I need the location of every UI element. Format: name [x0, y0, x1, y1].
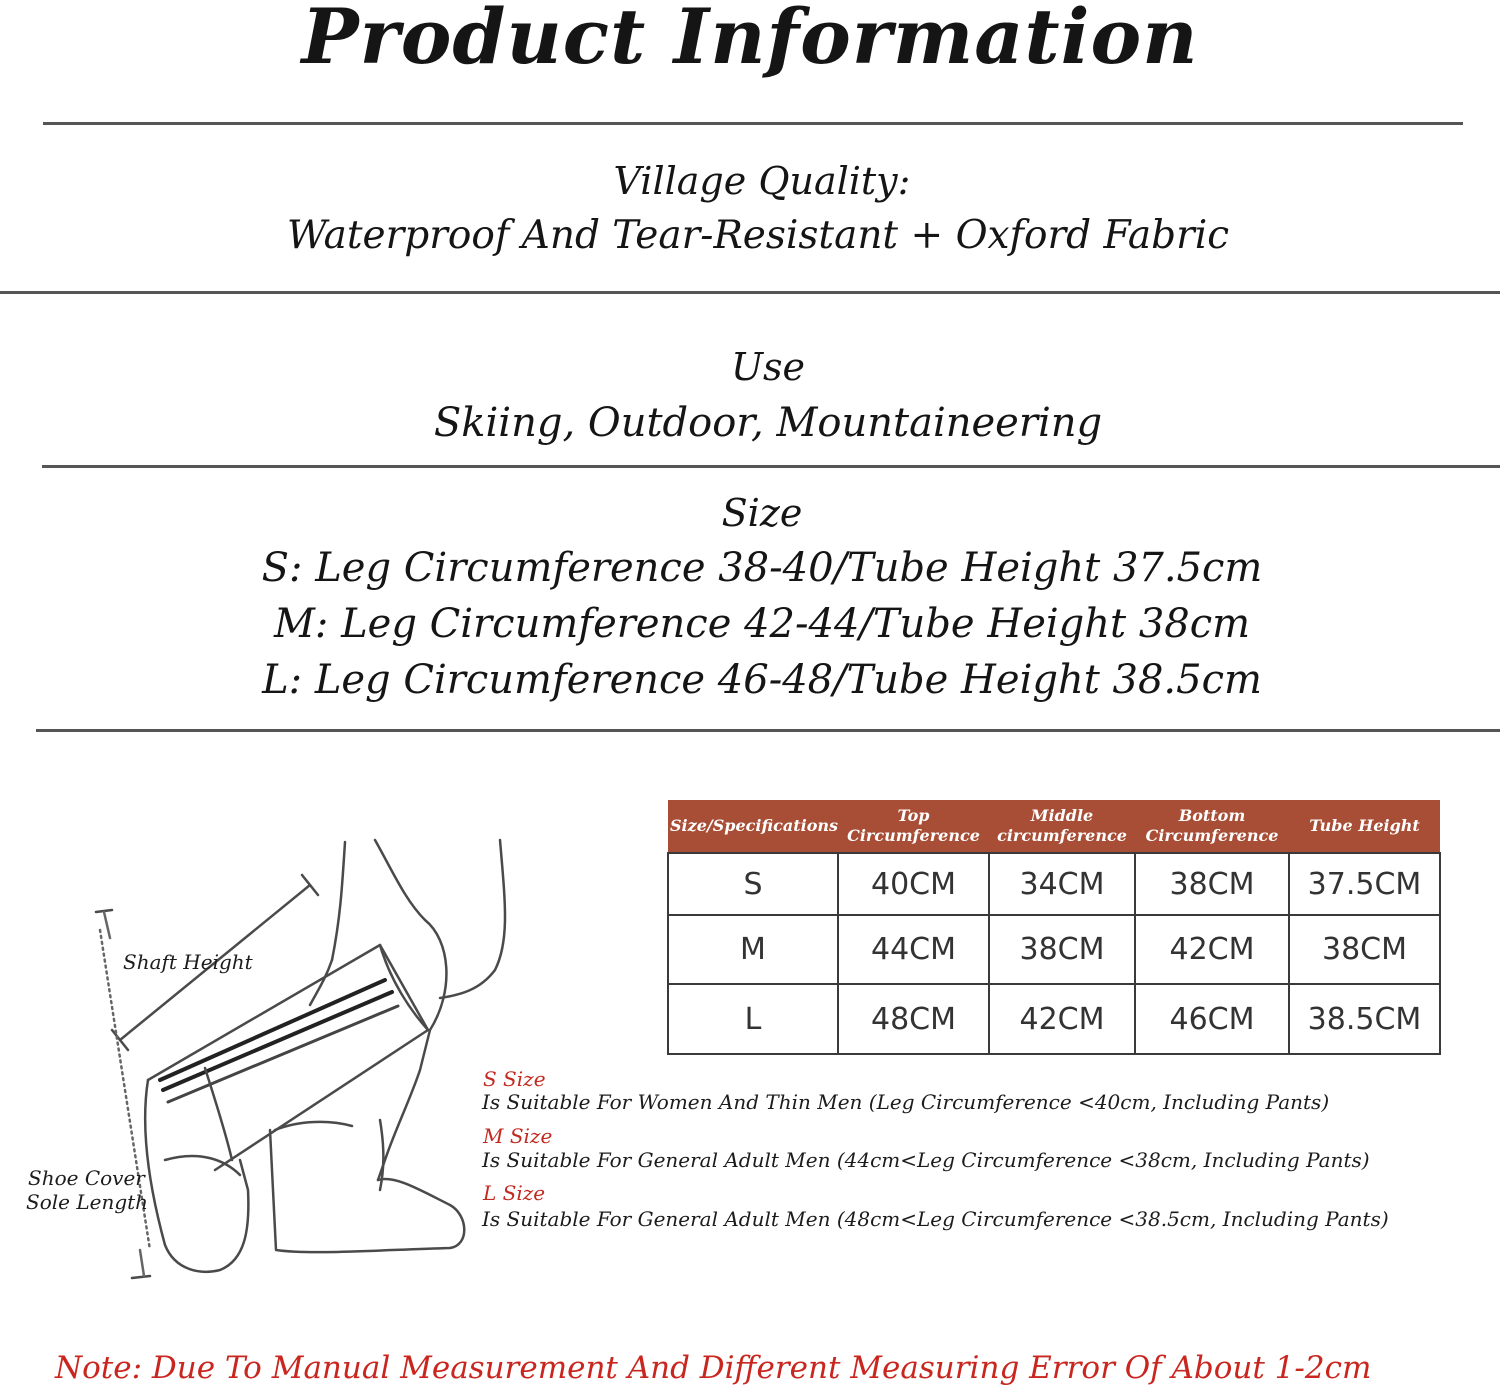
cell-middle: 42CM — [989, 984, 1135, 1054]
sole-length-label-1: Shoe Cover — [28, 1166, 145, 1190]
cell-size: L — [668, 984, 838, 1054]
divider — [36, 729, 1500, 732]
boot-diagram — [0, 830, 560, 1310]
use-heading: Use — [730, 345, 805, 389]
cell-middle: 38CM — [989, 915, 1135, 984]
size-spec-table — [667, 800, 1441, 1055]
l-size-title: L Size — [483, 1181, 546, 1205]
m-size-title: M Size — [483, 1124, 553, 1148]
header-size-spec: Size/Specifications — [668, 800, 838, 853]
cell-tube-height: 38.5CM — [1289, 984, 1440, 1054]
use-text: Skiing, Outdoor, Mountaineering — [433, 400, 1103, 446]
s-size-title: S Size — [483, 1067, 546, 1091]
table-row — [668, 915, 1440, 984]
table-row — [668, 853, 1440, 915]
cell-top: 44CM — [838, 915, 989, 984]
l-size-desc: Is Suitable For General Adult Men (48cm<Leg Circumference <38.5cm, Including Pants) — [482, 1207, 1389, 1231]
cell-bottom: 38CM — [1135, 853, 1289, 915]
page-title: Product Information — [301, 0, 1199, 81]
cell-top: 48CM — [838, 984, 989, 1054]
header-bottom-circumference: Bottom Circumference — [1135, 800, 1289, 853]
measurement-note: Note: Due To Manual Measurement And Different Measuring Error Of About 1-2cm — [55, 1350, 1372, 1386]
divider — [0, 291, 1500, 294]
size-line-s: S: Leg Circumference 38-40/Tube Height 37.5cm — [261, 545, 1263, 591]
size-line-m: M: Leg Circumference 42-44/Tube Height 38cm — [273, 601, 1251, 647]
quality-text: Waterproof And Tear-Resistant + Oxford Fabric — [286, 213, 1230, 258]
shaft-height-label: Shaft Height — [123, 950, 253, 974]
cell-bottom: 46CM — [1135, 984, 1289, 1054]
cell-size: S — [668, 853, 838, 915]
divider — [42, 465, 1500, 468]
cell-tube-height: 38CM — [1289, 915, 1440, 984]
size-line-l: L: Leg Circumference 46-48/Tube Height 38.5cm — [262, 657, 1262, 703]
cell-size: M — [668, 915, 838, 984]
table-row — [668, 984, 1440, 1054]
header-middle-circumference: Middle circumference — [989, 800, 1135, 853]
cell-middle: 34CM — [989, 853, 1135, 915]
cell-tube-height: 37.5CM — [1289, 853, 1440, 915]
s-size-desc: Is Suitable For Women And Thin Men (Leg Circumference <40cm, Including Pants) — [482, 1090, 1330, 1114]
header-tube-height: Tube Height — [1289, 800, 1440, 853]
cell-bottom: 42CM — [1135, 915, 1289, 984]
size-heading: Size — [721, 491, 803, 535]
m-size-desc: Is Suitable For General Adult Men (44cm<Leg Circumference <38cm, Including Pants) — [482, 1148, 1370, 1172]
table-header-row — [668, 800, 1440, 853]
header-top-circumference: Top Circumference — [838, 800, 989, 853]
sole-length-label-2: Sole Length — [26, 1190, 149, 1214]
cell-top: 40CM — [838, 853, 989, 915]
divider — [43, 122, 1463, 125]
quality-heading: Village Quality: — [613, 159, 911, 203]
